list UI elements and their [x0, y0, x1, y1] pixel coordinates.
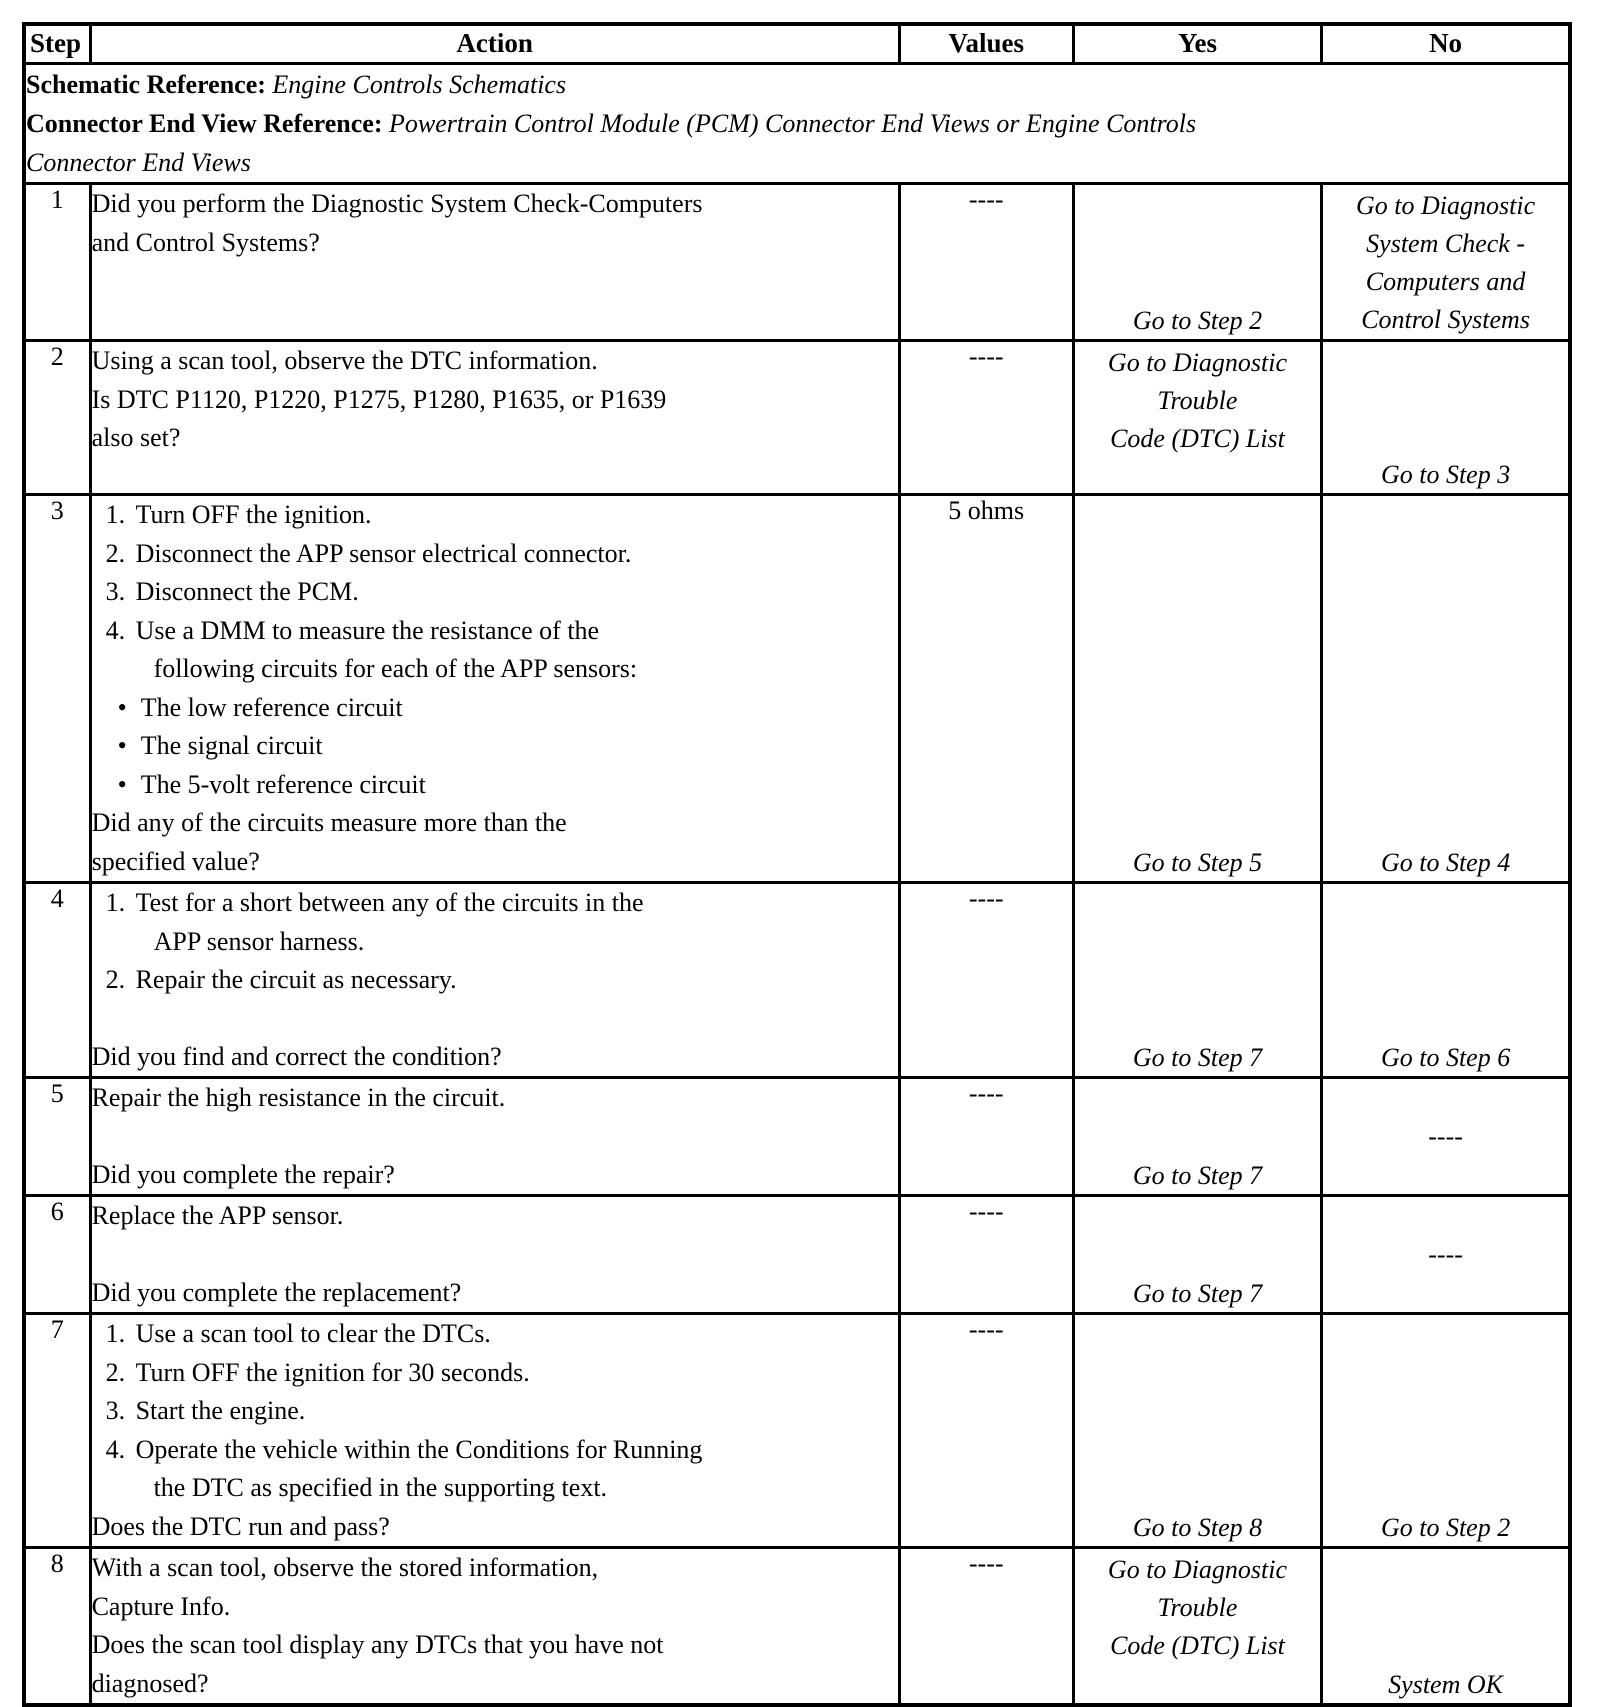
question-text: Did you complete the replacement? — [91, 1277, 462, 1307]
question-text: Did you find and correct the condition? — [91, 1041, 502, 1071]
connector-reference-label: Connector End View Reference: — [26, 109, 383, 138]
yes-text: Go to Diagnostic — [1107, 1555, 1288, 1584]
action-text: Using a scan tool, observe the DTC information. — [91, 346, 598, 375]
action-cell — [90, 341, 899, 495]
schematic-reference-label: Schematic Reference: — [26, 70, 266, 99]
action-text: Capture Info. — [91, 1591, 231, 1621]
yes-cell — [1073, 1314, 1321, 1548]
table-row — [24, 495, 1570, 883]
step-number: 5 — [24, 1078, 90, 1196]
values-cell: 5 ohms — [899, 495, 1073, 883]
action-text: diagnosed? — [91, 1668, 209, 1698]
action-text: Repair the high resistance in the circuit. — [91, 1083, 506, 1112]
table-row — [24, 184, 1570, 341]
list-item: 2. Disconnect the APP sensor electrical connector. — [132, 535, 898, 574]
bullet-item: • The signal circuit — [128, 727, 898, 766]
yes-cell — [1073, 341, 1321, 495]
schematic-reference-value: Engine Controls Schematics — [272, 70, 567, 99]
table-row — [24, 1078, 1570, 1196]
yes-text: Code (DTC) List — [1110, 1631, 1285, 1660]
table-row — [24, 1314, 1570, 1548]
yes-text: Code (DTC) List — [1110, 424, 1285, 453]
no-cell — [1322, 1196, 1570, 1314]
step-number: 4 — [24, 883, 90, 1078]
action-cell — [90, 495, 899, 883]
no-cell — [1322, 341, 1570, 495]
list-item-text-cont: following circuits for each of the APP sensors: — [153, 654, 638, 683]
step-number: 7 — [24, 1314, 90, 1548]
action-cell — [90, 883, 899, 1078]
yes-goto-link[interactable]: Go to Step 7 — [1132, 1161, 1263, 1190]
connector-reference-value: Powertrain Control Module (PCM) Connector End Views or Engine Controls — [388, 109, 1197, 138]
procedure-list — [92, 884, 898, 1000]
action-cell — [90, 1314, 899, 1548]
values-cell: ---- — [899, 883, 1073, 1078]
action-text: also set? — [91, 423, 181, 452]
yes-goto-link[interactable]: Go to Step 8 — [1132, 1513, 1263, 1542]
bullet-item: • The low reference circuit — [128, 689, 898, 728]
list-item-text-cont: APP sensor harness. — [153, 926, 365, 956]
no-cell — [1322, 1548, 1570, 1706]
no-goto-link[interactable] — [1323, 185, 1568, 339]
values-cell: ---- — [899, 1196, 1073, 1314]
yes-goto-link[interactable]: Go to Step 7 — [1132, 1279, 1263, 1308]
list-item — [132, 884, 898, 961]
yes-cell — [1073, 495, 1321, 883]
values-cell: ---- — [899, 1314, 1073, 1548]
question-text: Did you complete the repair? — [91, 1159, 395, 1189]
procedure-list — [92, 1315, 898, 1508]
spacer — [92, 1236, 898, 1274]
no-text: Go to Diagnostic — [1356, 191, 1536, 220]
reference-row — [24, 64, 1570, 184]
action-cell — [90, 1548, 899, 1706]
yes-cell — [1073, 883, 1321, 1078]
no-cell — [1322, 1314, 1570, 1548]
action-cell — [90, 184, 899, 341]
table-row — [24, 883, 1570, 1078]
yes-goto-link[interactable]: Go to Step 7 — [1132, 1043, 1263, 1072]
no-system-ok: System OK — [1388, 1670, 1503, 1699]
no-text: System Check - — [1366, 229, 1525, 258]
action-text: Replace the APP sensor. — [91, 1201, 344, 1230]
list-item — [132, 1431, 898, 1508]
no-cell — [1322, 883, 1570, 1078]
question-text: Did any of the circuits measure more than the — [91, 808, 567, 837]
list-item-text: Test for a short between any of the circuits in the — [135, 888, 644, 917]
connector-reference-value-cont: Connector End Views — [26, 148, 251, 177]
step-number: 1 — [24, 184, 90, 341]
action-text: Is DTC P1120, P1220, P1275, P1280, P1635, or P1639 — [91, 384, 667, 414]
values-cell: ---- — [899, 1078, 1073, 1196]
action-text: Did you perform the Diagnostic System Check-Computers — [91, 189, 703, 218]
header-no: No — [1322, 24, 1570, 64]
no-value: ---- — [1428, 1121, 1463, 1151]
table-row — [24, 1196, 1570, 1314]
action-cell — [90, 1196, 899, 1314]
yes-goto-link[interactable]: Go to Step 5 — [1132, 848, 1263, 877]
spacer — [92, 1000, 898, 1038]
list-item: 1. Turn OFF the ignition. — [132, 496, 898, 535]
values-cell: ---- — [899, 1548, 1073, 1706]
no-value: ---- — [1428, 1239, 1463, 1269]
list-item: 1. Use a scan tool to clear the DTCs. — [132, 1315, 898, 1354]
list-item: 2. Turn OFF the ignition for 30 seconds. — [132, 1354, 898, 1393]
schematic-reference — [26, 65, 1568, 104]
yes-cell — [1073, 1196, 1321, 1314]
list-item-text: Operate the vehicle within the Conditions for Running — [135, 1434, 703, 1464]
diagnostic-table — [22, 22, 1572, 1707]
table-row — [24, 1548, 1570, 1706]
question-text: Does the DTC run and pass? — [91, 1511, 390, 1541]
connector-reference — [26, 104, 1568, 143]
no-goto-link[interactable]: Go to Step 2 — [1380, 1513, 1511, 1542]
header-yes: Yes — [1073, 24, 1321, 64]
no-cell — [1322, 495, 1570, 883]
header-row — [24, 24, 1570, 64]
no-goto-link[interactable]: Go to Step 4 — [1380, 848, 1511, 877]
header-step: Step — [24, 24, 90, 64]
list-item: 3. Disconnect the PCM. — [132, 573, 898, 612]
bullet-item: • The 5-volt reference circuit — [128, 766, 898, 805]
values-cell: ---- — [899, 341, 1073, 495]
step-number: 8 — [24, 1548, 90, 1706]
no-goto-link[interactable]: Go to Step 3 — [1380, 460, 1511, 489]
step-number: 6 — [24, 1196, 90, 1314]
reference-cell — [24, 64, 1570, 184]
yes-cell — [1073, 1078, 1321, 1196]
procedure-list — [92, 496, 898, 689]
question-text: specified value? — [91, 846, 260, 876]
yes-cell — [1073, 1548, 1321, 1706]
yes-goto-link[interactable]: Go to Step 2 — [1132, 306, 1263, 335]
action-text: and Control Systems? — [91, 227, 320, 257]
action-cell — [90, 1078, 899, 1196]
yes-text: Go to Diagnostic — [1107, 348, 1288, 377]
list-item: 2. Repair the circuit as necessary. — [132, 961, 898, 1000]
table-row — [24, 341, 1570, 495]
header-values: Values — [899, 24, 1073, 64]
yes-goto-link[interactable] — [1075, 1549, 1320, 1665]
step-number: 2 — [24, 341, 90, 495]
list-item — [132, 612, 898, 689]
yes-text: Trouble — [1157, 1593, 1238, 1622]
circuit-list — [92, 689, 898, 805]
list-item-text-cont: the DTC as specified in the supporting text. — [153, 1473, 608, 1502]
no-goto-link[interactable]: Go to Step 6 — [1380, 1043, 1511, 1072]
no-cell — [1322, 1078, 1570, 1196]
step-number: 3 — [24, 495, 90, 883]
list-item: 3. Start the engine. — [132, 1392, 898, 1431]
action-text: With a scan tool, observe the stored information, — [91, 1553, 599, 1582]
action-text: Does the scan tool display any DTCs that you have not — [91, 1630, 664, 1659]
yes-text: Trouble — [1157, 386, 1238, 415]
no-text: Computers and — [1365, 267, 1526, 296]
list-item-text: Use a DMM to measure the resistance of the — [135, 615, 600, 645]
diagnostic-table-page — [22, 22, 1572, 1707]
yes-goto-link[interactable] — [1075, 342, 1320, 458]
header-action: Action — [90, 24, 899, 64]
no-text: Control Systems — [1361, 305, 1530, 334]
yes-cell — [1073, 184, 1321, 341]
spacer — [92, 1118, 898, 1156]
no-cell — [1322, 184, 1570, 341]
values-cell: ---- — [899, 184, 1073, 341]
